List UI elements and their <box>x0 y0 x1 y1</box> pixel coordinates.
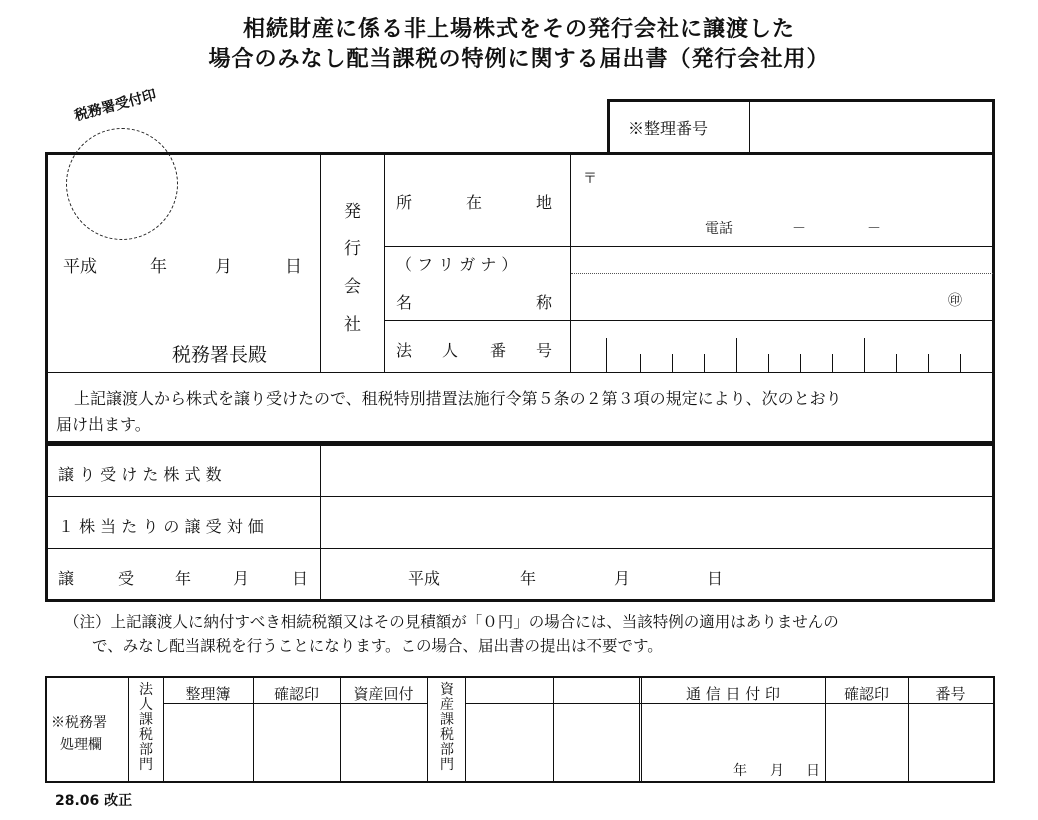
receipt-stamp-circle <box>66 128 178 240</box>
header-seiribo: 整理簿 <box>185 685 231 703</box>
transfer-date-year: 年 <box>520 569 537 588</box>
postal-mark: 〒 <box>583 171 597 187</box>
form-title-line1: 相続財産に係る非上場株式をその発行会社に譲渡した <box>242 17 795 42</box>
name-field[interactable] <box>574 276 944 318</box>
asset-dept-vertical: 資 産 課 税 部 門 <box>440 682 454 773</box>
comm-date-day: 日 <box>806 763 820 779</box>
issuer-char-1: 発 <box>344 202 361 222</box>
declaration-line2: 届け出ます。 <box>56 415 151 434</box>
issuer-char-3: 会 <box>344 277 361 297</box>
comm-date-month: 月 <box>770 763 784 779</box>
phone-label: 電話 <box>705 221 733 237</box>
corp-number-char-4: 号 <box>536 341 553 360</box>
date-era: 平成 <box>63 257 97 277</box>
stamp-label: 税務署受付印 <box>72 87 159 125</box>
header-confirm: 確認印 <box>843 685 889 703</box>
header-comm-date-stamp: 通 信 日 付 印 <box>685 685 781 703</box>
tax-office-addressee: 税務署長殿 <box>172 344 268 366</box>
address-field[interactable] <box>600 160 990 212</box>
issuer-char-4: 社 <box>344 315 361 335</box>
corp-number-char-1: 法 <box>396 341 413 360</box>
address-char-1: 所 <box>396 193 413 212</box>
corp-number-char-3: 番 <box>490 341 507 360</box>
office-label-line2: 処理欄 <box>60 737 102 753</box>
transfer-date-field[interactable] <box>324 552 990 598</box>
note-line2: で、みなし配当課税を行うことになります。この場合、届出書の提出は不要です。 <box>92 637 663 655</box>
revision-label: 28.06 改正 <box>55 793 133 809</box>
seiri-bangou-field[interactable] <box>752 102 990 152</box>
seal-mark: ㊞ <box>948 293 962 309</box>
header-shisan-kaifu: 資産回付 <box>353 685 414 703</box>
address-char-2: 在 <box>466 193 483 212</box>
date-day: 日 <box>285 257 302 277</box>
header-kakunin-in: 確認印 <box>273 685 319 703</box>
transfer-date-char-3: 年 <box>175 569 192 588</box>
name-char-2: 称 <box>536 293 553 312</box>
address-char-3: 地 <box>536 193 553 212</box>
transfer-date-era: 平成 <box>408 569 441 588</box>
price-label: １ 株 当 た り の 譲 受 対 価 <box>58 517 264 536</box>
date-month: 月 <box>215 257 232 277</box>
date-year: 年 <box>150 257 167 277</box>
transfer-date-char-1: 譲 <box>58 569 75 588</box>
corp-number-char-2: 人 <box>442 341 459 360</box>
comm-date-year: 年 <box>733 763 747 779</box>
declaration-line1: 上記譲渡人から株式を譲り受けたので、租税特別措置法施行令第５条の２第３項の規定により、次のとおり <box>74 389 842 408</box>
furigana-label: （ フ リ ガ ナ ） <box>396 255 518 274</box>
header-number: 番号 <box>935 685 966 703</box>
name-char-1: 名 <box>396 293 413 312</box>
transfer-date-day: 日 <box>707 569 724 588</box>
corp-dept-vertical: 法 人 課 税 部 門 <box>139 682 153 773</box>
transfer-date-char-2: 受 <box>118 569 135 588</box>
transfer-date-char-5: 日 <box>292 569 309 588</box>
shares-label: 譲 り 受 け た 株 式 数 <box>58 465 222 484</box>
shares-field[interactable] <box>324 449 990 494</box>
phone-dash-1: － <box>792 221 806 237</box>
note-line1: （注）上記譲渡人に納付すべき相続税額又はその見積額が「０円」の場合には、当該特例の適用はありませんの <box>64 613 839 631</box>
transfer-date-char-4: 月 <box>233 569 250 588</box>
seiri-bangou-label: ※整理番号 <box>628 119 709 138</box>
price-field[interactable] <box>324 500 990 546</box>
office-label-line1: ※税務署 <box>51 715 107 731</box>
form-title-line2: 場合のみなし配当課税の特例に関する届出書（発行会社用） <box>208 47 830 72</box>
furigana-field[interactable] <box>574 249 990 271</box>
phone-dash-2: － <box>867 221 881 237</box>
transfer-date-month: 月 <box>614 569 631 588</box>
issuer-char-2: 行 <box>344 239 361 259</box>
